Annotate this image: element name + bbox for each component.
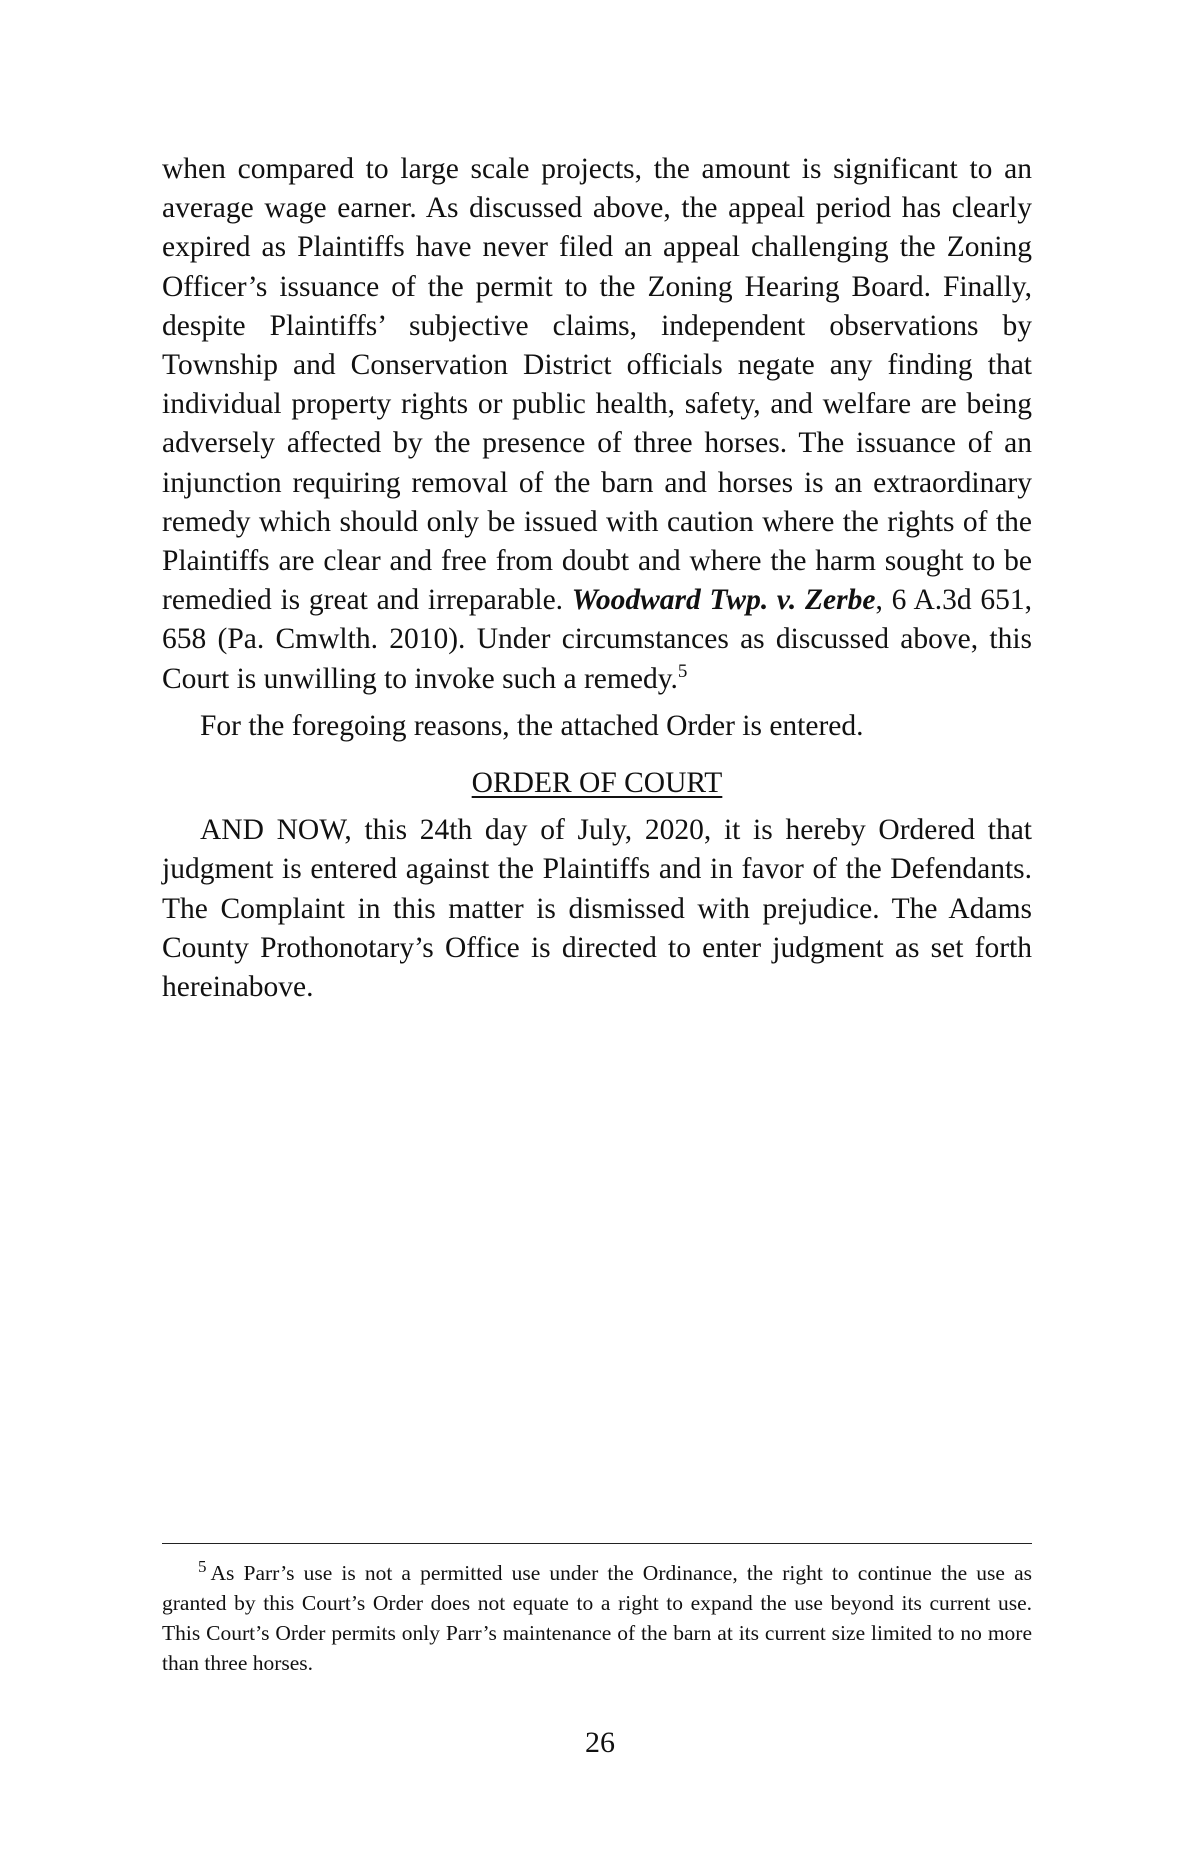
document-body [162,150,1032,1007]
footnote-number: 5 [198,1556,207,1576]
footnote-5 [162,1558,1032,1678]
paragraph-conclusion: For the foregoing reasons, the attached Order is entered. [200,709,864,742]
page-number: 26 [585,1726,615,1759]
paragraph-injunction-analysis [162,150,1032,699]
footnote-reference: 5 [677,660,688,682]
paragraph-order: AND NOW, this 24th day of July, 2020, it is hereby Ordered that judgment is entered against the Plaintiffs and in favor of the Defendants. The Complaint in this matter is dismissed with prejudice. The Adams County Prothonotary’s Office is directed to enter judgment as set forth hereinabove. [162,814,1032,1004]
paragraph-text: when compared to large scale projects, the amount is significant to an average wage earner. As discussed above, the appeal period has clearly expired as Plaintiffs have never filed an appeal challenging the Zoning Officer’s issuance of the permit to the Zoning Hearing Board. Finally, despite Plaintiffs’ subjective claims, independent observations by Township and Conservation District officials negate any finding that individual property rights or public health, safety, and welfare are being adversely affected by the presence of three horses. The issuance of an injunction requiring removal of the barn and horses is an extraordinary remedy which should only be issued with caution where the rights of the Plaintiffs are clear and free from doubt and where the harm sought to be remedied is great and irreparable. [162,153,1032,617]
case-citation-name: Woodward Twp. v. Zerbe [571,584,876,617]
footnote-text: As Parr’s use is not a permitted use under the Ordinance, the right to continue the use as granted by this Court’s Order does not equate to a right to expand the use beyond its current use. This Court’s Order permits only Parr’s maintenance of the barn at its current size limited to no more than three horses. [162,1561,1032,1675]
order-heading [162,764,1032,803]
paragraph-text-continued: , 6 A.3d 651, 658 (Pa. Cmwlth. 2010). Under circumstances as discussed above, this Court is unwilling to invoke such a remedy. [162,584,1032,695]
footnote-section [162,1543,1032,1678]
order-heading-text: ORDER OF COURT [471,767,723,800]
footnote-divider [162,1543,1032,1544]
